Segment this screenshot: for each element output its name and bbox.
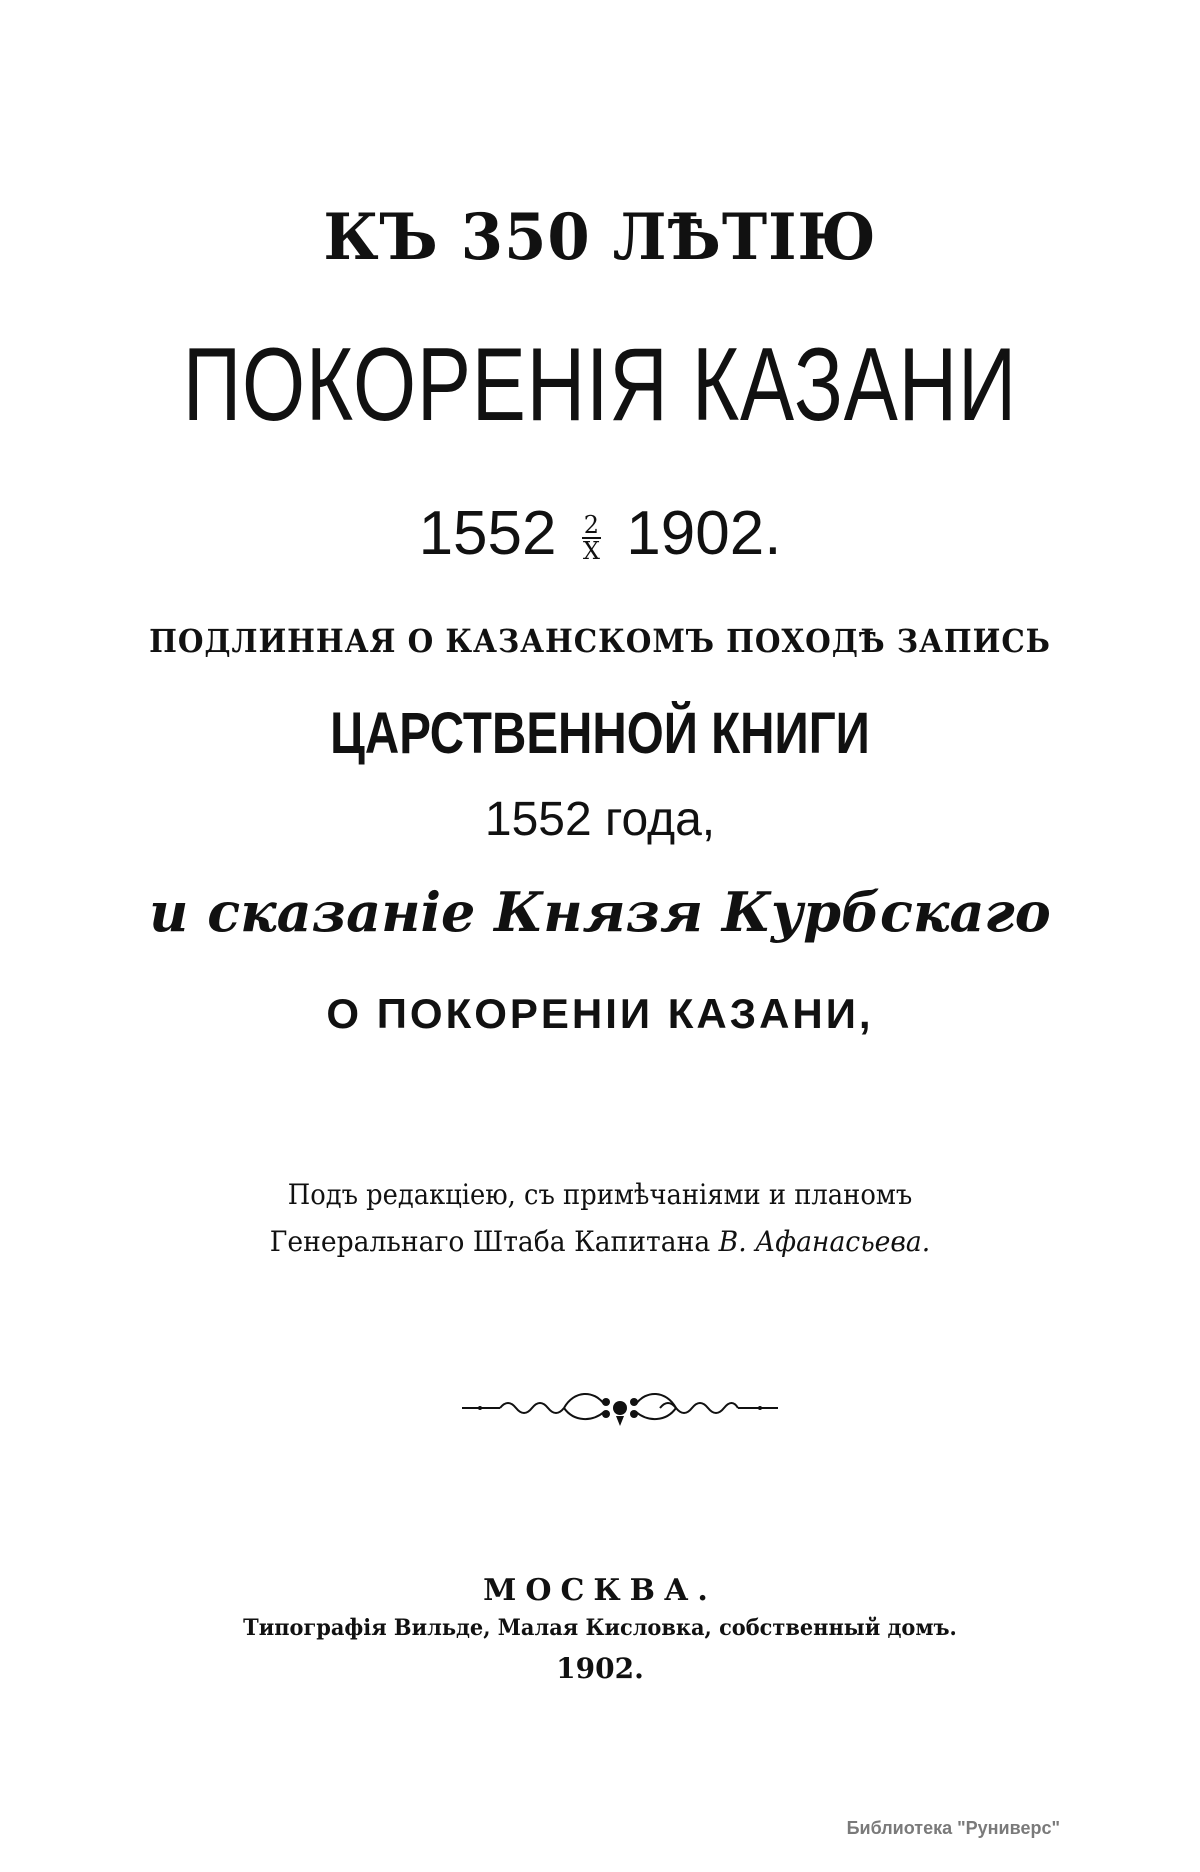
subtitle-record: ПОДЛИННАЯ О КАЗАНСКОМЪ ПОХОДѢ ЗАПИСЬ — [149, 622, 1051, 660]
editor-line-1: Подъ редакціею, съ примѣчаніями и планомъ — [287, 1178, 913, 1211]
date-fraction — [582, 510, 601, 565]
printer: Типографія Вильде, Малая Кисловка, собственный домъ. — [243, 1615, 957, 1641]
subtitle-conquest: О ПОКОРЕНІИ КАЗАНИ, — [326, 990, 874, 1037]
city: МОСКВА. — [483, 1573, 717, 1608]
date-end: 1902. — [626, 499, 782, 568]
date-start: 1552 — [418, 499, 557, 568]
editor-rank: Генеральнаго Штаба Капитана — [269, 1225, 711, 1258]
title-line-anniversary: КЪ 350 ЛѢТІЮ — [323, 200, 877, 275]
editor-name: В. Афанасьева. — [718, 1225, 931, 1258]
main-title: ПОКОРЕНІЯ КАЗАНИ — [182, 327, 1018, 443]
publication-year: 1902. — [556, 1652, 644, 1685]
subtitle-year: 1552 года, — [484, 793, 716, 846]
editor-line-2 — [30, 1225, 1170, 1258]
library-watermark: Библиотека "Руниверс" — [846, 1818, 1060, 1838]
ornament-divider-icon — [460, 1388, 780, 1428]
date-range — [0, 498, 1200, 569]
date-day: 2 — [583, 510, 600, 539]
subtitle-kurbsky: и сказаніе Князя Курбскаго — [149, 880, 1051, 944]
subtitle-book: ЦАРСТВЕННОЙ КНИГИ — [330, 701, 870, 766]
date-month: X — [582, 536, 600, 565]
